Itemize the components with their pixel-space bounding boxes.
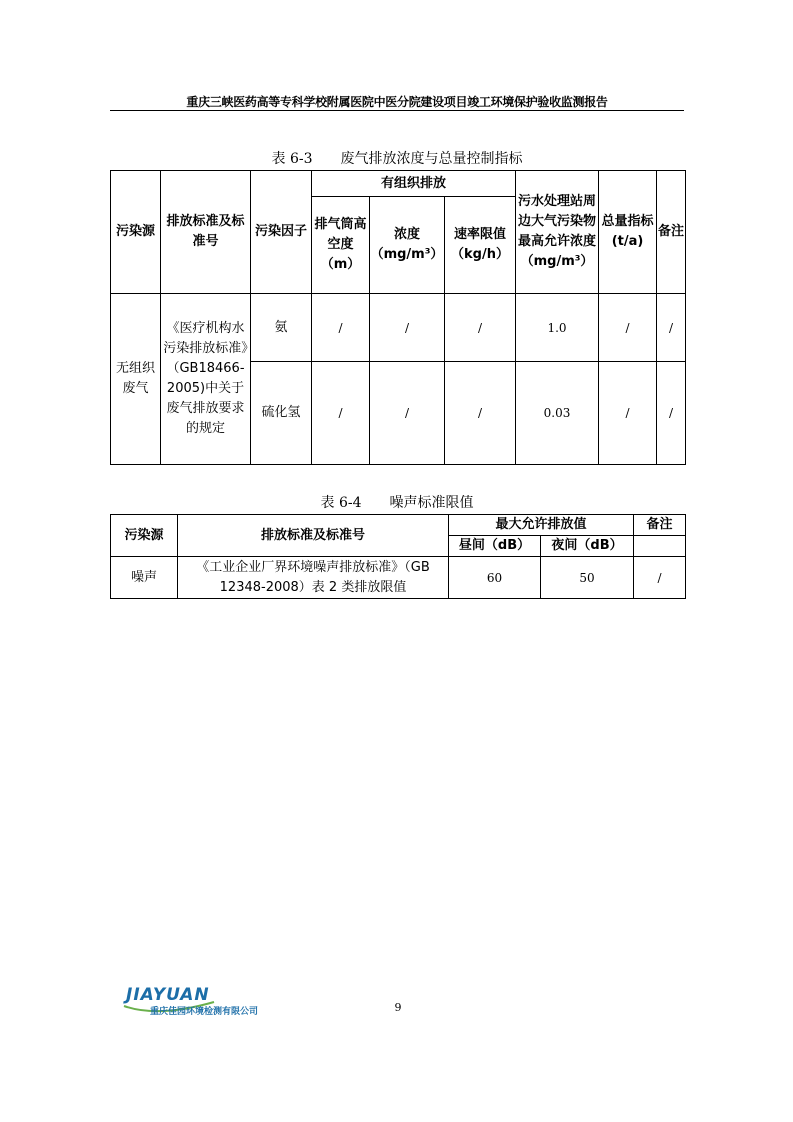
cell-remark: / [657,294,686,362]
cell-factor: 氨 [251,294,312,362]
table1-caption-number: 表 6-3 [271,151,313,167]
th-wwtp: 污水处理站周边大气污染物最高允许浓度（mg/m³） [516,171,599,294]
cell-night: 50 [541,557,634,599]
cell-rate: / [445,362,516,465]
cell-wwtp: 1.0 [516,294,599,362]
th-total: 总量指标(t/a) [599,171,657,294]
company-name: 重庆佳园环境检测有限公司 [150,1007,259,1017]
cell-stack-height: / [312,294,370,362]
cell-concentration: / [370,362,445,465]
page-number: 9 [394,1001,402,1014]
table2-caption-number: 表 6-4 [320,495,362,511]
th-day: 昼间（dB） [449,536,541,557]
th-concentration: 浓度（mg/m³） [370,197,445,294]
th-source: 污染源 [111,171,161,294]
cell-concentration: / [370,294,445,362]
table2-caption [110,492,684,512]
cell-remark: / [634,557,686,599]
cell-standard: 《医疗机构水污染排放标准》（GB18466-2005)中关于废气排放要求的规定 [161,294,251,465]
table1-caption-title: 废气排放浓度与总量控制指标 [340,151,523,167]
company-logo-text: JIAYUAN [126,985,210,1005]
th-remark: 备注 [634,515,686,536]
th-stack-height: 排气筒高空度（m） [312,197,370,294]
cell-source: 噪声 [111,557,178,599]
cell-total: / [599,294,657,362]
exhaust-emission-table [110,170,686,465]
noise-limit-table [110,514,686,599]
cell-factor: 硫化氢 [251,362,312,465]
th-standard: 排放标准及标准号 [178,515,449,557]
th-source: 污染源 [111,515,178,557]
cell-source: 无组织废气 [111,294,161,465]
cell-remark: / [657,362,686,465]
table2-caption-title: 噪声标准限值 [389,495,474,511]
cell-total: / [599,362,657,465]
cell-stack-height: / [312,362,370,465]
th-standard: 排放标准及标准号 [161,171,251,294]
cell-day: 60 [449,557,541,599]
cell-rate: / [445,294,516,362]
th-factor: 污染因子 [251,171,312,294]
th-night: 夜间（dB） [541,536,634,557]
report-header-title: 重庆三峡医药高等专科学校附属医院中医分院建设项目竣工环境保护验收监测报告 [186,95,608,109]
th-remark-blank [634,536,686,557]
cell-wwtp: 0.03 [516,362,599,465]
cell-standard: 《工业企业厂界环境噪声排放标准》（GB 12348-2008）表 2 类排放限值 [178,557,449,599]
table1-caption [110,148,684,168]
th-remark: 备注 [657,171,686,294]
header-divider [110,110,684,111]
th-max: 最大允许排放值 [449,515,634,536]
th-rate: 速率限值（kg/h） [445,197,516,294]
th-organized: 有组织排放 [312,171,516,197]
